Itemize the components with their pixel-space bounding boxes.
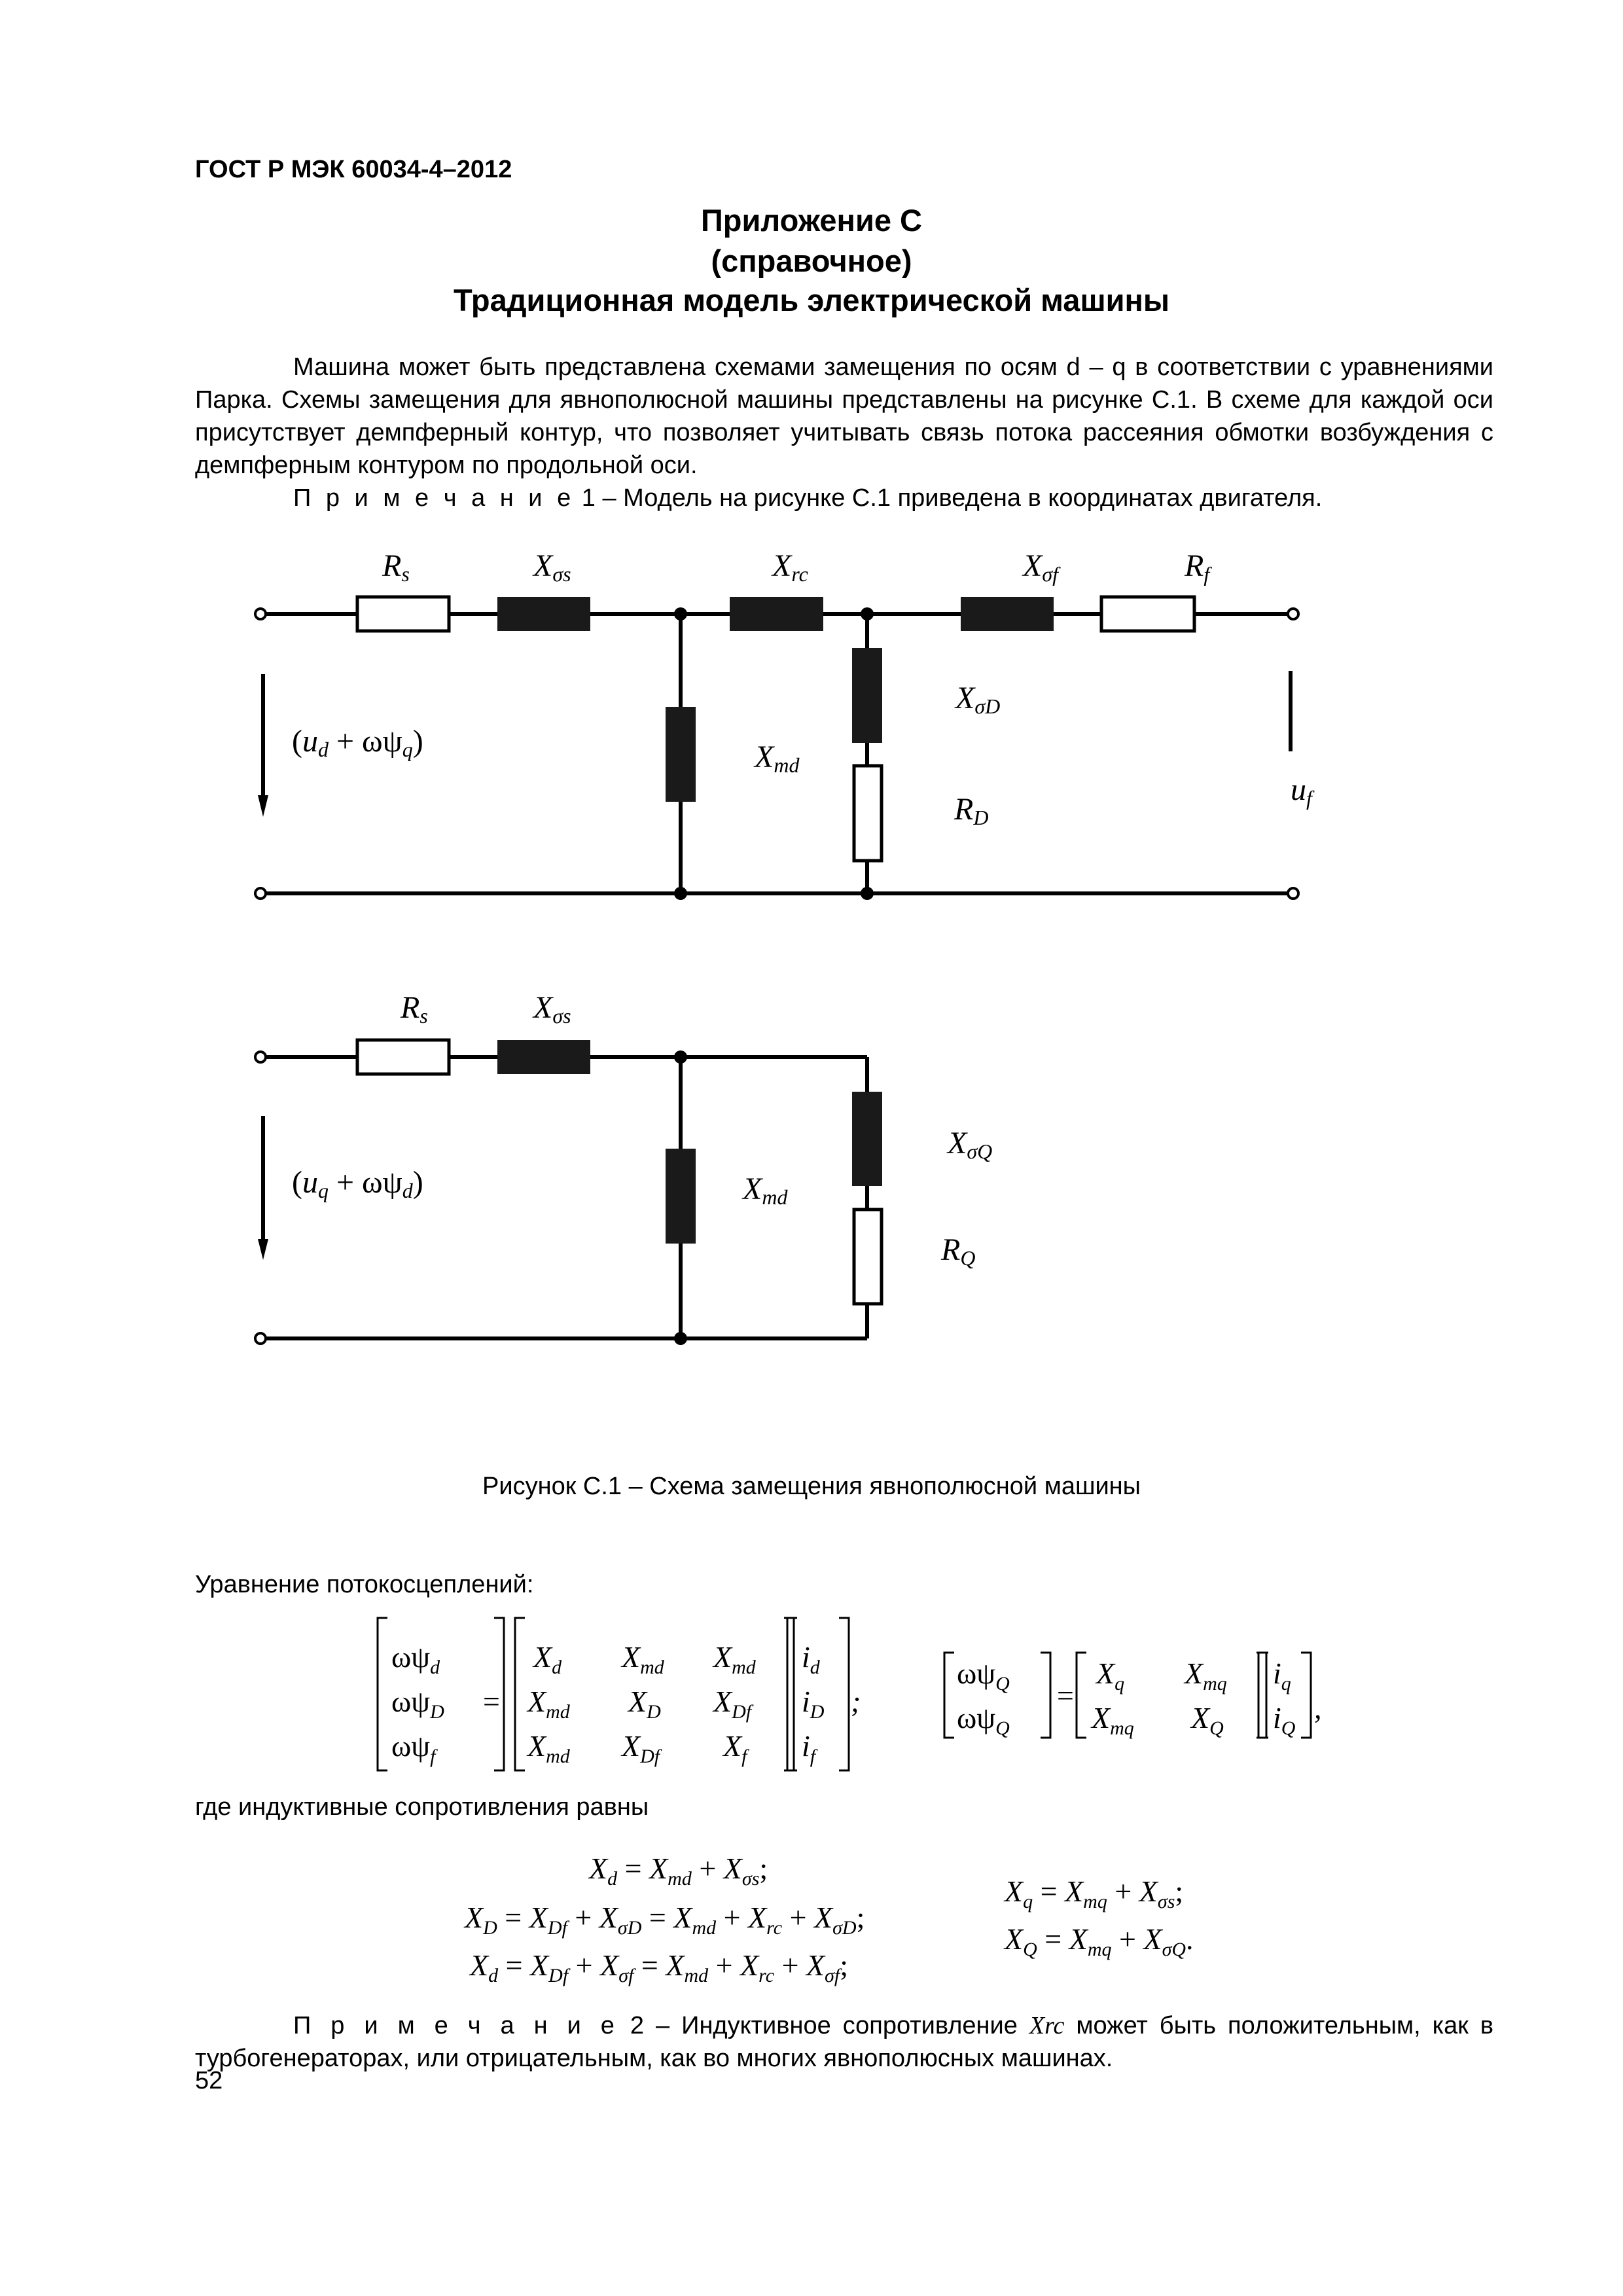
intro-text: Машина может быть представлена схемами замещения по осям d – q в соответствии с уравнениями Парка. Схемы замещения для явнополюсной машины представлены на рисунке С.1. В схеме для каждой оси присутствует демпферный контур, что позволяет учитывать связь потока рассеяния обмотки возбуждения с демпферным контуром по продольной оси. [195, 353, 1493, 479]
label-x-sigma-s: Xσs [533, 548, 571, 586]
svg-text:ωψQ: $\omega\psi_Q$ [957, 1657, 1010, 1695]
terminal [255, 1333, 266, 1344]
svg-text:XDf: $X_{Df}$ [713, 1685, 752, 1723]
note-2-text-before: 2 – Индуктивное сопротивление [630, 2012, 1018, 2039]
terminal [255, 1052, 266, 1062]
svg-text:XDf: $X_{Df}$ [622, 1729, 660, 1767]
rs-resistor [357, 597, 449, 631]
q-axis-labels [292, 990, 992, 1270]
rq-resistor [854, 1210, 882, 1304]
x-sigma-s-inductor [497, 597, 590, 631]
label-rs: Rs [382, 548, 410, 586]
svg-text:Xmq: $X_{mq}$ [1092, 1701, 1134, 1739]
q-source-arrowhead [258, 1239, 268, 1260]
terminal [1288, 888, 1298, 899]
matrix-entries [391, 1640, 1322, 1767]
x-sigma-d-inductor [852, 648, 882, 743]
label-d-source: (ud + ωψq) [292, 724, 423, 761]
svg-text:Xq: $X_q$ [1096, 1657, 1125, 1695]
svg-text:XD: $X_D$ [628, 1685, 661, 1723]
junction [674, 1050, 687, 1064]
svg-text:=: = [1055, 1679, 1076, 1712]
xmd-inductor [666, 707, 696, 802]
svg-text:Xmd: $X_{md}$ [622, 1640, 664, 1678]
svg-text:Xd = Xmd + Xσs;: $X_d = X_{md} + X_{\sigma s}$; [589, 1852, 768, 1890]
label-rd: RD [954, 792, 989, 829]
q-rs-resistor [357, 1040, 449, 1074]
where-text: где индуктивные сопротивления равны [195, 1793, 649, 1821]
svg-text:Xf: $X_f$ [723, 1729, 747, 1767]
junction [674, 607, 687, 620]
svg-text:Xmd: $X_{md}$ [527, 1729, 570, 1767]
note-2-symbol: Xrc [1029, 2012, 1065, 2039]
appendix-subtitle: (справочное) [711, 243, 912, 278]
d-axis-labels [292, 548, 1315, 829]
svg-text:iD: $i_D$ [802, 1685, 825, 1723]
junction [674, 887, 687, 900]
q-label-xmd: Xmd [743, 1172, 788, 1209]
terminal [255, 609, 266, 619]
junction [861, 887, 874, 900]
svg-text:XQ: $X_Q$ [1191, 1701, 1224, 1739]
label-x-sigma-q: XσQ [948, 1126, 993, 1163]
svg-text:Xd = XDf + Xσf = Xmd + Xrc + X: $X_d = X_{Df} + X_{\sigma f} = X_{md} + X_{rc} + X_{\sigma f}$; [470, 1948, 849, 1986]
reactance-equations [463, 1852, 1194, 1986]
note-1-label: П р и м е ч а н и е [293, 484, 575, 512]
label-x-sigma-d: XσD [955, 681, 1001, 718]
svg-text:XD = XDf + XσD = Xmd + Xrc + X: $X_D = X_{Df} + X_{\sigma D} = X_{md} + X_{rc} + X_{\sigma D}$; [465, 1901, 865, 1939]
label-q-source: (uq + ωψd) [292, 1165, 423, 1202]
label-uf: uf [1291, 772, 1312, 810]
note-1-text: 1 – Модель на рисунке С.1 приведена в координатах двигателя. [581, 484, 1323, 512]
label-xrc: Xrc [772, 548, 808, 586]
appendix-heading: Традиционная модель электрической машины [453, 283, 1170, 317]
svg-text:,: , [1314, 1691, 1322, 1725]
q-label-rs: Rs [401, 990, 428, 1028]
svg-text:ωψD: $\omega\psi_D$ [391, 1685, 444, 1723]
rd-resistor [854, 766, 882, 861]
xrc-inductor [730, 597, 823, 631]
figure-caption: Рисунок С.1 – Схема замещения явнополюсной машины [482, 1473, 1141, 1500]
svg-text:Xd: $X_d$ [533, 1640, 562, 1678]
svg-text:if: $i_f$ [802, 1729, 816, 1767]
x-sigma-q-inductor [852, 1092, 882, 1186]
svg-text:Xq = Xmq + Xσs;: $X_q = X_{mq} + X_{\sigma s}$; [1005, 1874, 1184, 1912]
d-source-arrowhead [258, 795, 268, 817]
q-label-x-sigma-s: Xσs [533, 990, 571, 1028]
svg-text:ωψd: $\omega\psi_d$ [391, 1640, 440, 1678]
matrix-brackets [378, 1618, 1311, 1770]
svg-text:iq: $i_q$ [1273, 1657, 1291, 1695]
label-rq: RQ [941, 1232, 976, 1270]
q-x-sigma-s-inductor [497, 1040, 590, 1074]
svg-text:ωψf: $\omega\psi_f$ [391, 1729, 436, 1767]
label-x-sigma-f: Xσf [1023, 548, 1058, 586]
svg-text:=: = [481, 1685, 502, 1718]
label-xmd: Xmd [755, 740, 800, 777]
svg-text:Xmd: $X_{md}$ [527, 1685, 570, 1723]
page-number: 52 [195, 2067, 223, 2094]
x-sigma-f-inductor [961, 597, 1054, 631]
q-xmd-inductor [666, 1149, 696, 1244]
junction [674, 1332, 687, 1345]
document-header: ГОСТ Р МЭК 60034-4–2012 [195, 156, 512, 183]
svg-text:id: $i_d$ [802, 1640, 820, 1678]
svg-text:Xmq: $X_{mq}$ [1185, 1657, 1227, 1695]
note-2-text-after: может быть положительным, как в турбогенераторах, или отрицательным, как во многих явнополюсных машинах. [195, 2012, 1494, 2072]
rf-resistor [1101, 597, 1194, 631]
svg-text:XQ = Xmq + XσQ.: $X_Q = X_{mq} + X_{\sigma Q}$. [1005, 1922, 1194, 1960]
note-2-label: П р и м е ч а н и е [293, 2012, 618, 2039]
appendix-title: Приложение С [701, 203, 922, 238]
svg-text:iQ: $i_Q$ [1273, 1701, 1296, 1739]
label-rf: Rf [1185, 548, 1210, 586]
svg-text:;: ; [851, 1685, 861, 1718]
svg-text:Xmd: $X_{md}$ [713, 1640, 756, 1678]
junction [861, 607, 874, 620]
terminal [255, 888, 266, 899]
svg-text:ωψQ: $\omega\psi_Q$ [957, 1701, 1010, 1739]
flux-heading: Уравнение потокосцеплений: [195, 1571, 534, 1598]
note-2 [195, 2009, 1493, 2075]
terminal [1288, 609, 1298, 619]
